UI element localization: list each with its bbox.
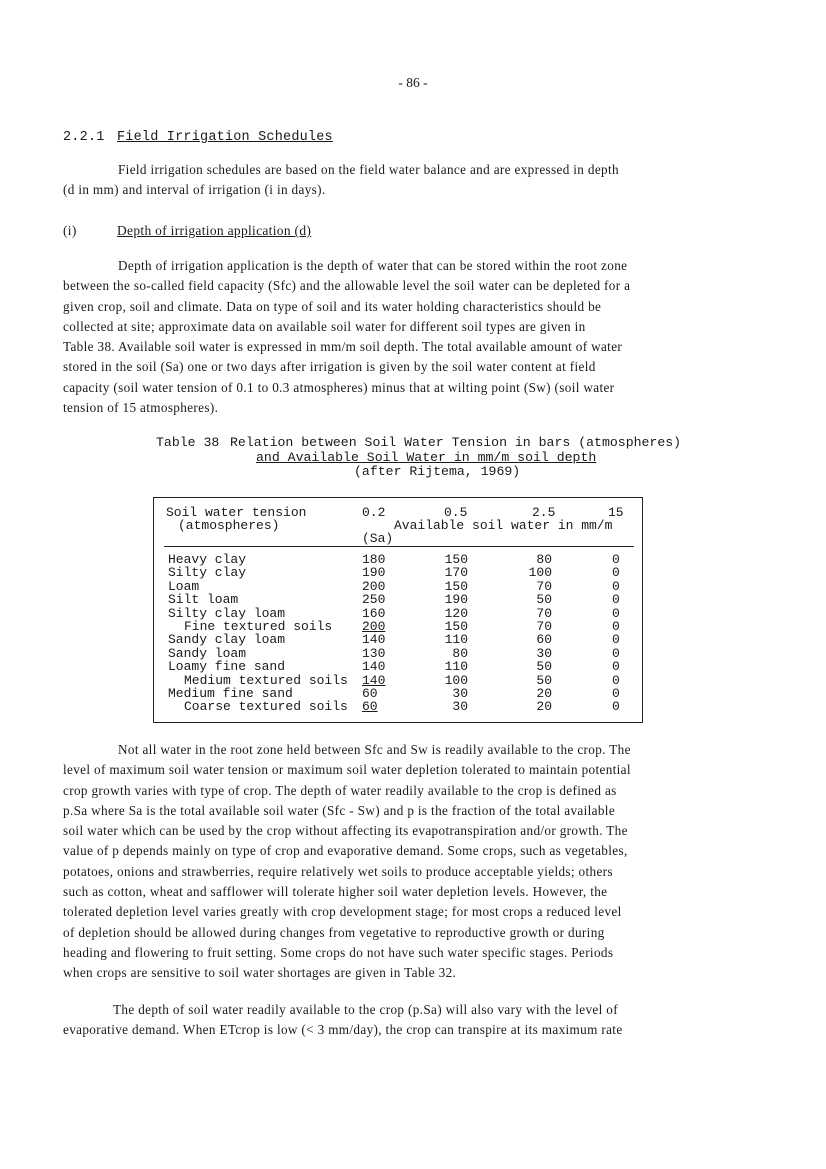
cell-value: 70 bbox=[536, 578, 552, 594]
table-row bbox=[164, 607, 634, 620]
caption-line: and Available Soil Water in mm/m soil depth bbox=[256, 449, 597, 465]
text-line: evaporative demand. When ETcrop is low (< 3 mm/day), the crop can transpire at its maximum rate bbox=[63, 1022, 623, 1038]
text-line: stored in the soil (Sa) one or two days after irrigation is given by the soil water content at field bbox=[63, 359, 596, 375]
text-line: between the so-called field capacity (Sfc) and the allowable level the soil water can be depleted for a bbox=[63, 278, 631, 294]
cell-value: 30 bbox=[452, 685, 468, 701]
table-row bbox=[164, 566, 634, 579]
cell-value: 140 bbox=[362, 632, 386, 648]
cell-value: 0 bbox=[612, 605, 620, 621]
cell-value: 0 bbox=[612, 659, 620, 675]
subsection-heading bbox=[63, 223, 311, 239]
soil-type: Silty clay bbox=[168, 565, 247, 581]
cell-value: 200 bbox=[362, 578, 386, 594]
header-label: Soil water tension bbox=[166, 505, 307, 520]
cell-value: 150 bbox=[444, 578, 468, 594]
cell-value: 60 bbox=[362, 685, 378, 701]
cell-value: 60 bbox=[362, 699, 378, 715]
cell-value: 110 bbox=[444, 632, 468, 648]
cell-value: 150 bbox=[444, 552, 468, 567]
soil-type: Medium textured soils bbox=[184, 672, 348, 688]
cell-value: 100 bbox=[444, 672, 468, 688]
cell-value: 170 bbox=[444, 565, 468, 581]
cell-value: 0 bbox=[612, 699, 620, 715]
table-row bbox=[164, 687, 634, 700]
cell-value: 120 bbox=[444, 605, 468, 621]
cell-value: 140 bbox=[362, 659, 386, 675]
header-label: (atmospheres) bbox=[178, 518, 280, 533]
cell-value: 20 bbox=[536, 699, 552, 715]
cell-value: 0 bbox=[612, 552, 620, 567]
text-line: potatoes, onions and strawberries, require relatively wet soils to produce acceptable yields; others bbox=[63, 863, 613, 879]
header-subtitle: Available soil water in mm/m bbox=[394, 518, 613, 533]
text-line: capacity (soil water tension of 0.1 to 0.3 atmospheres) minus that at wilting point (Sw) (soil water bbox=[63, 379, 615, 395]
cell-value: 30 bbox=[452, 699, 468, 715]
tension-value: 2.5 bbox=[532, 505, 556, 520]
table-row bbox=[164, 553, 634, 566]
soil-type: Medium fine sand bbox=[168, 685, 293, 701]
table-caption bbox=[156, 436, 681, 480]
table-body bbox=[164, 553, 634, 714]
cell-value: 50 bbox=[536, 592, 552, 608]
table-row bbox=[164, 620, 634, 633]
subsection-number: (i) bbox=[63, 223, 77, 238]
cell-value: 50 bbox=[536, 659, 552, 675]
cell-value: 80 bbox=[452, 645, 468, 661]
paragraph-3 bbox=[63, 740, 763, 984]
cell-value: 70 bbox=[536, 605, 552, 621]
text-line: p.Sa where Sa is the total available soil water (Sfc - Sw) and p is the fraction of the total available bbox=[63, 802, 616, 818]
text-line: tension of 15 atmospheres). bbox=[63, 400, 219, 416]
table-row bbox=[164, 660, 634, 673]
text-line: when crops are sensitive to soil water shortages are given in Table 32. bbox=[63, 965, 457, 981]
cell-value: 60 bbox=[536, 632, 552, 648]
soil-type: Coarse textured soils bbox=[184, 699, 348, 715]
cell-value: 130 bbox=[362, 645, 386, 661]
table-row bbox=[164, 674, 634, 687]
text-line: Depth of irrigation application is the depth of water that can be stored within the root zone bbox=[118, 258, 628, 273]
soil-type: Fine textured soils bbox=[184, 618, 333, 634]
tension-value: 0.2 bbox=[362, 505, 386, 520]
text-line: Table 38. Available soil water is expressed in mm/m soil depth. The total available amount of water bbox=[63, 339, 623, 355]
text-line: tolerated depletion level varies greatly with crop development stage; for most crops a reduced level bbox=[63, 904, 622, 920]
tension-value: 15 bbox=[608, 505, 624, 520]
text-line: soil water which can be used by the crop without affecting its evapotranspiration and/or growth. The bbox=[63, 823, 628, 839]
cell-value: 200 bbox=[362, 618, 386, 634]
soil-type: Loamy fine sand bbox=[168, 659, 286, 675]
cell-value: 30 bbox=[536, 645, 552, 661]
table-row bbox=[164, 647, 634, 660]
cell-value: 110 bbox=[444, 659, 468, 675]
cell-value: 0 bbox=[612, 618, 620, 634]
cell-value: 150 bbox=[444, 618, 468, 634]
soil-type: Loam bbox=[168, 578, 200, 594]
cell-value: 0 bbox=[612, 592, 620, 608]
text-line: given crop, soil and climate. Data on type of soil and its water holding characteristics should be bbox=[63, 298, 602, 314]
section-heading bbox=[63, 130, 333, 145]
cell-value: 0 bbox=[612, 645, 620, 661]
soil-type: Silt loam bbox=[168, 592, 239, 608]
cell-value: 0 bbox=[612, 565, 620, 581]
table-row bbox=[164, 580, 634, 593]
text-line: collected at site; approximate data on available soil water for different soil types are given in bbox=[63, 318, 586, 334]
cell-value: 20 bbox=[536, 685, 552, 701]
cell-value: 0 bbox=[612, 578, 620, 594]
caption-source: (after Rijtema, 1969) bbox=[354, 464, 521, 479]
soil-type: Heavy clay bbox=[168, 552, 247, 567]
cell-value: 70 bbox=[536, 618, 552, 634]
text-line: Not all water in the root zone held between Sfc and Sw is readily available to the crop. The bbox=[118, 742, 631, 757]
text-line: The depth of soil water readily available to the crop (p.Sa) will also vary with the level of bbox=[113, 1002, 618, 1017]
paragraph-4 bbox=[63, 1000, 763, 1041]
soil-type: Sandy loam bbox=[168, 645, 247, 661]
cell-value: 140 bbox=[362, 672, 386, 688]
sa-label: (Sa) bbox=[362, 531, 394, 546]
text-line: such as cotton, wheat and safflower will tolerate higher soil water depletion levels. However, the bbox=[63, 884, 608, 900]
cell-value: 50 bbox=[536, 672, 552, 688]
cell-value: 180 bbox=[362, 552, 386, 567]
tension-value: 0.5 bbox=[444, 505, 468, 520]
table-row bbox=[164, 593, 634, 606]
table-header bbox=[164, 505, 634, 549]
table-row bbox=[164, 700, 634, 713]
section-number: 2.2.1 bbox=[63, 130, 105, 145]
text-line: (d in mm) and interval of irrigation (i in days). bbox=[63, 182, 326, 198]
cell-value: 100 bbox=[528, 565, 552, 581]
text-line: Field irrigation schedules are based on the field water balance and are expressed in depth bbox=[118, 162, 619, 177]
text-line: of depletion should be allowed during changes from vegetative to reproductive growth or during bbox=[63, 924, 605, 940]
cell-value: 0 bbox=[612, 672, 620, 688]
page-number: - 86 - bbox=[398, 75, 428, 90]
subsection-title: Depth of irrigation application (d) bbox=[117, 223, 312, 238]
cell-value: 250 bbox=[362, 592, 386, 608]
text-line: heading and flowering to fruit setting. Some crops do not have such water specific stages. Periods bbox=[63, 944, 614, 960]
cell-value: 0 bbox=[612, 632, 620, 648]
cell-value: 80 bbox=[536, 552, 552, 567]
cell-value: 160 bbox=[362, 605, 386, 621]
paragraph-1 bbox=[63, 160, 763, 201]
soil-type: Silty clay loam bbox=[168, 605, 286, 621]
cell-value: 190 bbox=[362, 565, 386, 581]
header-rule bbox=[164, 546, 634, 547]
caption-line: Relation between Soil Water Tension in bars (atmospheres) bbox=[230, 435, 682, 450]
section-title: Field Irrigation Schedules bbox=[117, 130, 333, 145]
table-label: Table 38 bbox=[156, 435, 220, 450]
soil-type: Sandy clay loam bbox=[168, 632, 286, 648]
cell-value: 190 bbox=[444, 592, 468, 608]
text-line: level of maximum soil water tension or maximum soil water depletion tolerated to maintain potential bbox=[63, 762, 631, 778]
text-line: value of p depends mainly on type of crop and evaporative demand. Some crops, such as vegetables, bbox=[63, 843, 628, 859]
table-row bbox=[164, 633, 634, 646]
text-line: crop growth varies with type of crop. The depth of water readily available to the crop is defined as bbox=[63, 782, 617, 798]
paragraph-2 bbox=[63, 256, 763, 418]
cell-value: 0 bbox=[612, 685, 620, 701]
